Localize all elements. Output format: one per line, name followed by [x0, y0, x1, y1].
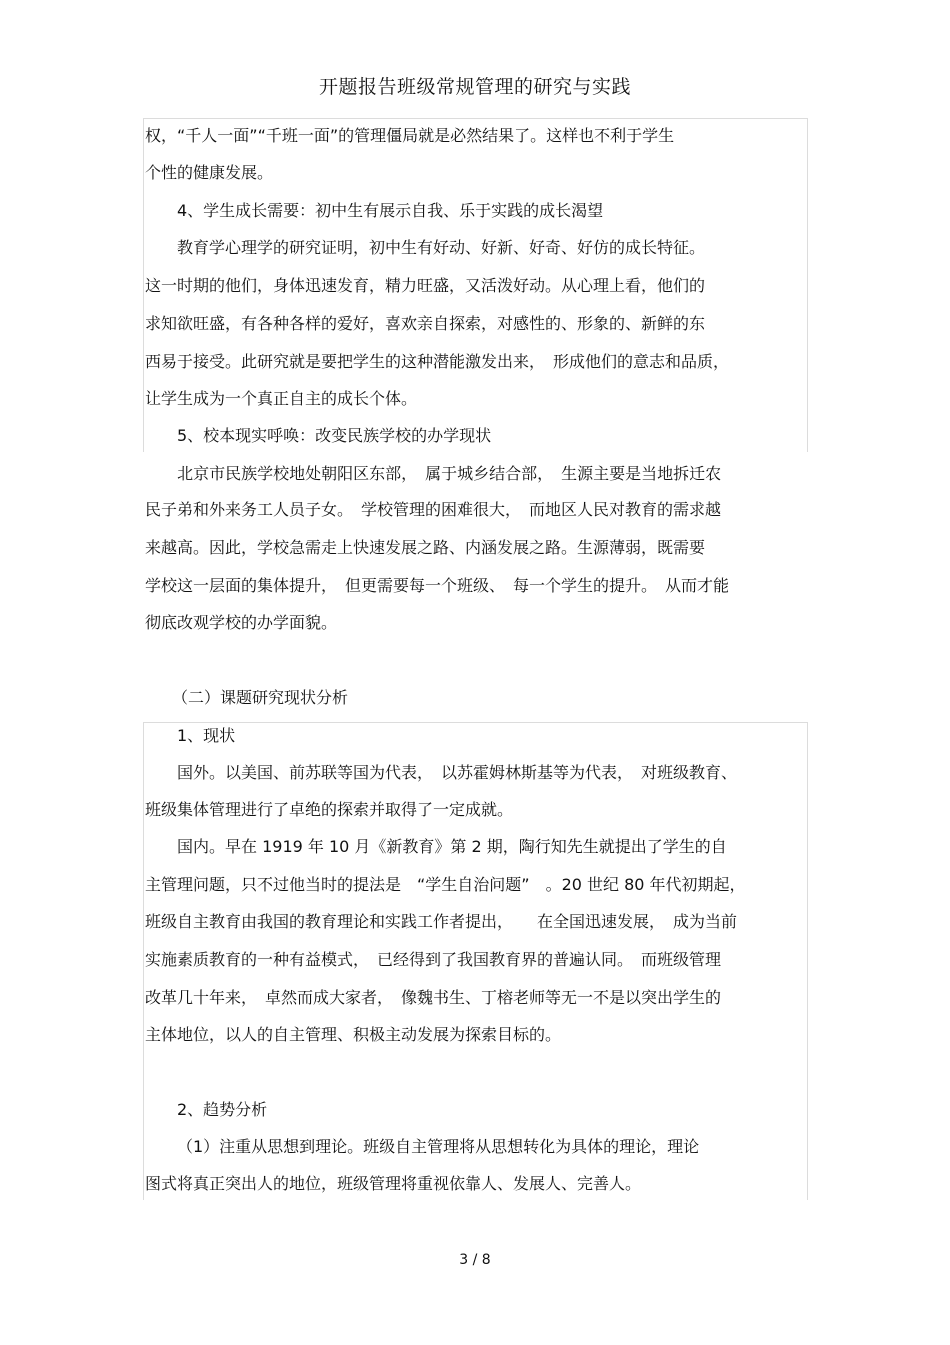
text-line: 个性的健康发展。 — [145, 163, 274, 182]
text-line: 班级自主教育由我国的教育理论和实践工作者提出， 在全国迅速发展， 成为当前 — [145, 912, 738, 931]
text-line: 图式将真正突出人的地位，班级管理将重视依靠人、发展人、完善人。 — [145, 1174, 642, 1193]
page-number: 3 / 8 — [459, 1252, 491, 1268]
section-heading: 5、校本现实呼唤：改变民族学校的办学现状 — [177, 426, 492, 445]
text-line: 班级集体管理进行了卓绝的探索并取得了一定成就。 — [145, 800, 514, 819]
section-heading: 4、学生成长需要：初中生有展示自我、乐于实践的成长渴望 — [177, 201, 604, 220]
text-line: 主体地位，以人的自主管理、积极主动发展为探索目标的。 — [145, 1025, 562, 1044]
text-line: 国内。早在 1919 年 10 月《新教育》第 2 期，陶行知先生就提出了学生的自 — [177, 837, 727, 856]
section-heading: 1、现状 — [177, 726, 236, 745]
text-line: 教育学心理学的研究证明，初中生有好动、好新、好奇、好仿的成长特征。 — [177, 238, 706, 257]
text-line: （1）注重从思想到理论。班级自主管理将从思想转化为具体的理论，理论 — [177, 1137, 700, 1156]
text-line: 民子弟和外来务工人员子女。 学校管理的困难很大， 而地区人民对教育的需求越 — [145, 500, 722, 519]
section-heading: （二）课题研究现状分析 — [172, 688, 349, 707]
text-line: 彻底改观学校的办学面貌。 — [145, 613, 338, 632]
text-line: 学校这一层面的集体提升， 但更需要每一个班级、 每一个学生的提升。 从而才能 — [145, 576, 730, 595]
text-line: 这一时期的他们，身体迅速发育，精力旺盛，又活泼好动。从心理上看，他们的 — [145, 276, 706, 295]
text-line: 来越高。因此，学校急需走上快速发展之路、内涵发展之路。生源薄弱，既需要 — [145, 538, 706, 557]
frame-top-rule — [143, 118, 807, 119]
text-line: 让学生成为一个真正自主的成长个体。 — [145, 389, 418, 408]
text-line: 西易于接受。此研究就是要把学生的这种潜能激发出来， 形成他们的意志和品质， — [145, 352, 730, 371]
text-line: 实施素质教育的一种有益模式， 已经得到了我国教育界的普遍认同。 而班级管理 — [145, 950, 722, 969]
section-heading: 2、趋势分析 — [177, 1100, 268, 1119]
text-line: 北京市民族学校地处朝阳区东部， 属于城乡结合部， 生源主要是当地拆迁农 — [172, 464, 722, 483]
text-line: 改革几十年来， 卓然而成大家者， 像魏书生、丁榕老师等无一不是以突出学生的 — [145, 988, 722, 1007]
page-header-title: 开题报告班级常规管理的研究与实践 — [318, 76, 631, 98]
text-line: 求知欲旺盛，有各种各样的爱好，喜欢亲自探索，对感性的、形象的、新鲜的东 — [145, 314, 706, 333]
frame-mid-rule — [143, 722, 807, 723]
text-line: 主管理问题，只不过他当时的提法是 “学生自治问题” 。20 世纪 80 年代初期起， — [145, 875, 746, 894]
text-line: 国外。以美国、前苏联等国为代表， 以苏霍姆林斯基等为代表， 对班级教育、 — [177, 763, 738, 782]
text-line: 权，“千人一面”“千班一面”的管理僵局就是必然结果了。这样也不利于学生 — [145, 126, 675, 145]
